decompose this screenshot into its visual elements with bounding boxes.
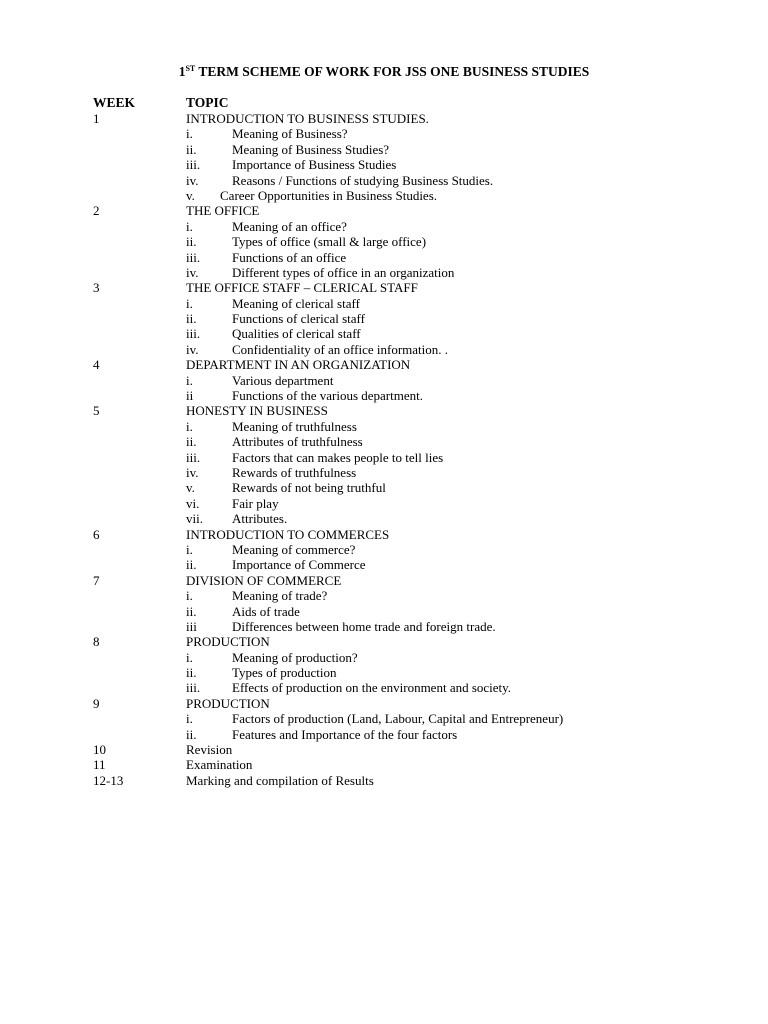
subtopic-row	[0, 234, 768, 249]
subtopic-text: Meaning of commerce?	[232, 541, 356, 557]
subtopic-numeral: iv.	[186, 172, 199, 188]
week-number: 3	[93, 280, 100, 296]
week-number: 11	[93, 757, 106, 773]
subtopic-numeral: ii.	[186, 434, 197, 450]
table-header	[0, 95, 768, 111]
subtopic-text: Reasons / Functions of studying Business Studies.	[232, 172, 494, 188]
subtopic-text: Types of office (small & large office)	[232, 234, 427, 250]
week-row	[0, 634, 768, 649]
topic-title: INTRODUCTION TO COMMERCES	[186, 526, 390, 542]
subtopic-numeral: i.	[186, 649, 193, 665]
topic-column-header: TOPIC	[186, 95, 229, 110]
subtopic-text: Meaning of trade?	[232, 588, 328, 604]
subtopic-row	[0, 296, 768, 311]
subtopic-row	[0, 173, 768, 188]
subtopic-row	[0, 342, 768, 357]
subtopic-numeral: ii.	[186, 311, 197, 327]
subtopic-numeral: ii.	[186, 141, 197, 157]
subtopic-numeral: ii.	[186, 665, 197, 681]
subtopic-numeral: i.	[186, 372, 193, 388]
subtopic-row	[0, 434, 768, 449]
week-number: 5	[93, 403, 100, 419]
subtopic-row	[0, 311, 768, 326]
subtopic-text: Importance of Business Studies	[232, 157, 397, 173]
subtopic-row	[0, 326, 768, 341]
week-row	[0, 773, 768, 788]
subtopic-text: Attributes.	[232, 511, 288, 527]
subtopic-numeral: iv.	[186, 464, 199, 480]
topic-title: INTRODUCTION TO BUSINESS STUDIES.	[186, 111, 429, 126]
week-row	[0, 696, 768, 711]
subtopic-numeral: ii.	[186, 603, 197, 619]
week-row	[0, 527, 768, 542]
subtopic-text: Features and Importance of the four factors	[232, 726, 458, 742]
subtopic-numeral: v.	[186, 187, 195, 203]
subtopic-row	[0, 126, 768, 141]
topic-title: THE OFFICE STAFF – CLERICAL STAFF	[186, 280, 418, 296]
scheme-table	[0, 111, 768, 788]
week-row	[0, 742, 768, 757]
subtopic-row	[0, 711, 768, 726]
subtopic-row	[0, 250, 768, 265]
subtopic-numeral: iii.	[186, 449, 201, 465]
subtopic-text: Meaning of Business?	[232, 126, 348, 142]
week-number: 1	[93, 111, 100, 126]
subtopic-numeral: i.	[186, 418, 193, 434]
subtopic-numeral: vii.	[186, 511, 203, 527]
title-text: TERM SCHEME OF WORK FOR JSS ONE BUSINESS STUDIES	[195, 64, 590, 79]
week-number: 2	[93, 203, 100, 219]
week-number: 4	[93, 357, 100, 373]
subtopic-numeral: vi.	[186, 495, 200, 511]
subtopic-numeral: ii.	[186, 234, 197, 250]
subtopic-text: Fair play	[232, 495, 279, 511]
subtopic-text: Functions of an office	[232, 249, 347, 265]
subtopic-text: Various department	[232, 372, 334, 388]
subtopic-row	[0, 480, 768, 495]
subtopic-numeral: iii.	[186, 249, 201, 265]
subtopic-numeral: v.	[186, 480, 195, 496]
subtopic-numeral: i.	[186, 295, 193, 311]
subtopic-text: Career Opportunities in Business Studies.	[220, 187, 438, 203]
subtopic-text: Functions of clerical staff	[232, 311, 365, 327]
subtopic-row	[0, 496, 768, 511]
subtopic-numeral: i.	[186, 541, 193, 557]
week-number: 10	[93, 742, 106, 758]
week-row	[0, 757, 768, 772]
week-row	[0, 203, 768, 218]
subtopic-numeral: iv.	[186, 341, 199, 357]
subtopic-row	[0, 142, 768, 157]
subtopic-numeral: ii.	[186, 726, 197, 742]
subtopic-numeral: iii.	[186, 157, 201, 173]
subtopic-text: Meaning of an office?	[232, 218, 347, 234]
subtopic-numeral: iii.	[186, 326, 201, 342]
subtopic-text: Meaning of Business Studies?	[232, 141, 390, 157]
subtopic-row	[0, 188, 768, 203]
subtopic-numeral: i.	[186, 588, 193, 604]
subtopic-row	[0, 680, 768, 695]
subtopic-text: Rewards of not being truthful	[232, 480, 386, 496]
topic-title: Marking and compilation of Results	[186, 772, 374, 788]
subtopic-text: Factors that can makes people to tell lies	[232, 449, 444, 465]
subtopic-text: Functions of the various department.	[232, 388, 423, 404]
topic-title: DIVISION OF COMMERCE	[186, 572, 342, 588]
subtopic-row	[0, 650, 768, 665]
subtopic-row	[0, 419, 768, 434]
week-row	[0, 573, 768, 588]
topic-title: HONESTY IN BUSINESS	[186, 403, 328, 419]
subtopic-row	[0, 665, 768, 680]
subtopic-text: Factors of production (Land, Labour, Capital and Entrepreneur)	[232, 711, 564, 727]
subtopic-row	[0, 557, 768, 572]
subtopic-row	[0, 219, 768, 234]
subtopic-text: Importance of Commerce	[232, 557, 366, 573]
week-row	[0, 280, 768, 295]
subtopic-row	[0, 265, 768, 280]
subtopic-text: Differences between home trade and foreign trade.	[232, 618, 496, 634]
subtopic-row	[0, 588, 768, 603]
subtopic-numeral: iii	[186, 618, 197, 634]
page-title	[0, 64, 768, 80]
subtopic-numeral: iv.	[186, 264, 199, 280]
week-number: 12-13	[93, 772, 124, 788]
subtopic-numeral: i.	[186, 218, 193, 234]
title-ordinal: 1	[178, 64, 186, 79]
subtopic-text: Qualities of clerical staff	[232, 326, 361, 342]
week-column-header: WEEK	[93, 95, 136, 110]
subtopic-row	[0, 619, 768, 634]
topic-title: DEPARTMENT IN AN ORGANIZATION	[186, 357, 411, 373]
week-row	[0, 357, 768, 372]
subtopic-row	[0, 465, 768, 480]
subtopic-text: Types of production	[232, 665, 337, 681]
subtopic-row	[0, 542, 768, 557]
subtopic-numeral: i.	[186, 126, 193, 142]
subtopic-text: Attributes of truthfulness	[232, 434, 363, 450]
subtopic-row	[0, 727, 768, 742]
subtopic-text: Meaning of clerical staff	[232, 295, 360, 311]
subtopic-numeral: iii.	[186, 680, 201, 696]
week-number: 8	[93, 634, 100, 650]
subtopic-text: Effects of production on the environment and society.	[232, 680, 512, 696]
subtopic-text: Different types of office in an organization	[232, 264, 455, 280]
subtopic-row	[0, 157, 768, 172]
subtopic-text: Meaning of production?	[232, 649, 358, 665]
week-number: 9	[93, 695, 100, 711]
topic-title: Revision	[186, 742, 233, 758]
week-number: 7	[93, 572, 100, 588]
title-ordinal-suffix: ST	[185, 64, 196, 73]
subtopic-text: Rewards of truthfulness	[232, 464, 357, 480]
subtopic-text: Aids of trade	[232, 603, 300, 619]
week-row	[0, 403, 768, 418]
subtopic-text: Confidentiality of an office information. .	[232, 341, 449, 357]
week-number: 6	[93, 526, 100, 542]
topic-title: Examination	[186, 757, 253, 773]
subtopic-row	[0, 604, 768, 619]
subtopic-text: Meaning of truthfulness	[232, 418, 357, 434]
subtopic-row	[0, 373, 768, 388]
subtopic-numeral: ii	[186, 388, 194, 404]
subtopic-row	[0, 511, 768, 526]
subtopic-numeral: ii.	[186, 557, 197, 573]
topic-title: PRODUCTION	[186, 634, 270, 650]
subtopic-row	[0, 388, 768, 403]
topic-title: PRODUCTION	[186, 695, 270, 711]
week-row	[0, 111, 768, 126]
subtopic-numeral: i.	[186, 711, 193, 727]
subtopic-row	[0, 450, 768, 465]
topic-title: THE OFFICE	[186, 203, 260, 219]
